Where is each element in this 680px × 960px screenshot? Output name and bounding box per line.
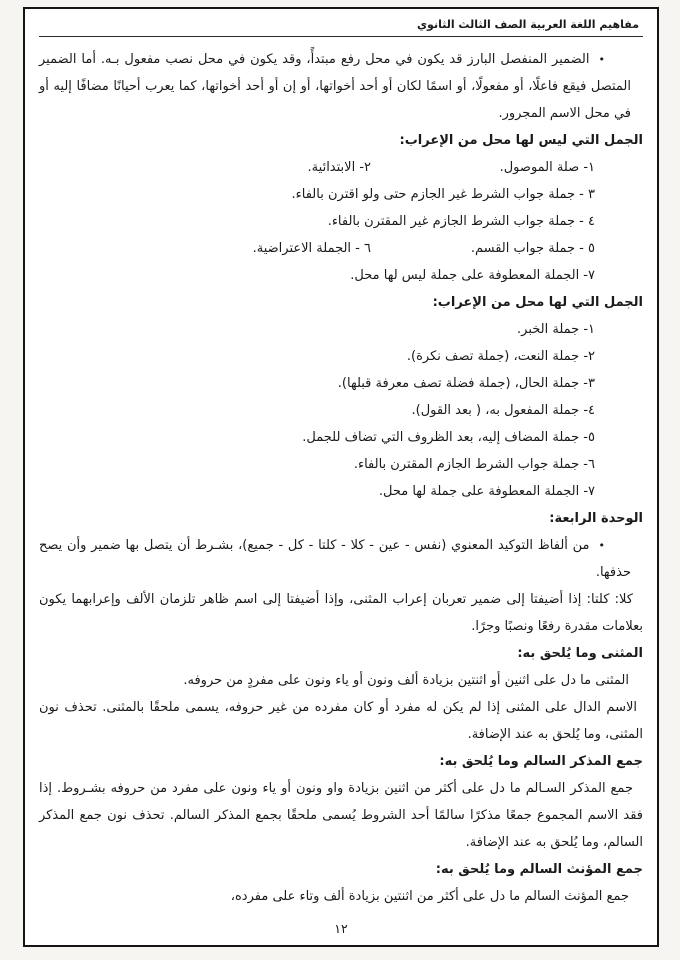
list-no-mahall bbox=[39, 154, 643, 289]
list-item: ٢- الابتدائية. bbox=[307, 160, 371, 175]
heading-has-mahall: الجمل التي لها محل من الإعراب: bbox=[432, 295, 643, 310]
list-has-mahall bbox=[39, 316, 643, 505]
document-page bbox=[23, 7, 659, 947]
paragraph-feminine-plural: جمع المؤنث السالم ما دل على أكثر من اثنتين بزيادة ألف وتاء على مفرده، bbox=[230, 889, 629, 904]
list-item: ٧- الجملة المعطوفة على جملة لها محل. bbox=[378, 484, 595, 499]
paragraph-kila-kilta: كلا: كلتا: إذا أضيفتا إلى ضمير تعربان إعراب المثنى، وإذا أضيفتا إلى اسم ظاهر تلزمان الألف وإعرابهما يكون بعلامات مقدرة رفعًا ونصبًا وجرًا. bbox=[39, 592, 643, 634]
page-footer bbox=[39, 919, 643, 945]
paragraph-muthanna-mulhaq: الاسم الدال على المثنى إذا لم يكن له مفرد أو كان مفرده من غير حروفه، يسمى ملحقًا بالمثنى. تحذف نون المثنى، وما يُلحق به عند الإضافة. bbox=[39, 700, 643, 742]
paragraph-masculine-plural: جمع المذكر السـالم ما دل على أكثر من اثنين بزيادة واو ونون أو ياء ونون على مفرد من حروفه بشـروط. إذا فقد الاسم المجموع جمعًا مذكرًا سالمًا أحد الشروط يُسمى ملحقًا بجمع المذكر السالم. تحذف نون جمع المذكر السالم، وما يُلحق به عند الإضافة. bbox=[39, 781, 643, 850]
page-header-title: مفاهيم اللغة العربية الصف الثالث الثانوي bbox=[416, 18, 639, 31]
heading-masculine-plural: جمع المذكر السالم وما يُلحق به: bbox=[439, 754, 643, 769]
paragraph-detached-pronoun bbox=[39, 46, 643, 127]
heading-unit-four: الوحدة الرابعة: bbox=[549, 511, 643, 526]
page-number: ١٢ bbox=[334, 921, 348, 936]
paragraph-text: من ألفاظ التوكيد المعنوي (نفس - عين - كلا - كلتا - كل - جميع)، بشـرط أن يتصل بها ضمير وأن يصح حذفها. bbox=[39, 538, 631, 580]
list-item: ١- صلة الموصول. bbox=[499, 160, 595, 175]
list-item: ٥- جملة المضاف إليه، بعد الظروف التي تضاف للجمل. bbox=[302, 430, 595, 445]
list-item: ٢- جملة النعت، (جملة تصف نكرة). bbox=[406, 349, 595, 364]
list-row bbox=[39, 154, 595, 181]
bullet-icon: • bbox=[598, 539, 605, 552]
list-item: ١- جملة الخبر. bbox=[517, 322, 595, 337]
paragraph-tawkid bbox=[39, 532, 643, 586]
list-item: ٦- جملة جواب الشرط الجازم المقترن بالفاء. bbox=[353, 457, 595, 472]
list-row bbox=[39, 235, 595, 262]
page-body bbox=[39, 37, 643, 919]
list-item: ٤- جملة المفعول به، ( بعد القول). bbox=[411, 403, 595, 418]
heading-feminine-plural: جمع المؤنث السالم وما يُلحق به: bbox=[435, 862, 643, 877]
list-item: ٦ - الجملة الاعتراضية. bbox=[252, 241, 371, 256]
paragraph-text: الضمير المنفصل البارز قد يكون في محل رفع مبتدأً، وقد يكون في محل نصب مفعول بـه. أما الضمير المتصل فيقع فاعلًا، أو مفعولًا، أو اسمًا لكان أو أحد أخواتها، أو إن أو أحد أخواتها، كما يعرب أحيانًا مضافًا إليه أو في محل الاسم المجرور. bbox=[39, 52, 631, 121]
paragraph-muthanna-definition: المثنى ما دل على اثنين أو اثنتين بزيادة ألف ونون أو ياء ونون على مفردٍ من حروفه. bbox=[183, 673, 629, 688]
list-item: ٣- جملة الحال، (جملة فضلة تصف معرفة قبلها). bbox=[337, 376, 595, 391]
bullet-icon: • bbox=[598, 53, 605, 66]
heading-muthanna: المثنى وما يُلحق به: bbox=[517, 646, 643, 661]
page-header bbox=[39, 9, 643, 37]
list-item: ٥ - جملة جواب القسم. bbox=[470, 241, 595, 256]
list-item: ٤ - جملة جواب الشرط الجازم غير المقترن بالفاء. bbox=[327, 214, 595, 229]
list-item: ٣ - جملة جواب الشرط غير الجازم حتى ولو اقترن بالفاء. bbox=[291, 187, 595, 202]
list-item: ٧- الجملة المعطوفة على جملة ليس لها محل. bbox=[350, 268, 595, 283]
heading-no-mahall: الجمل التي ليس لها محل من الإعراب: bbox=[399, 133, 643, 148]
